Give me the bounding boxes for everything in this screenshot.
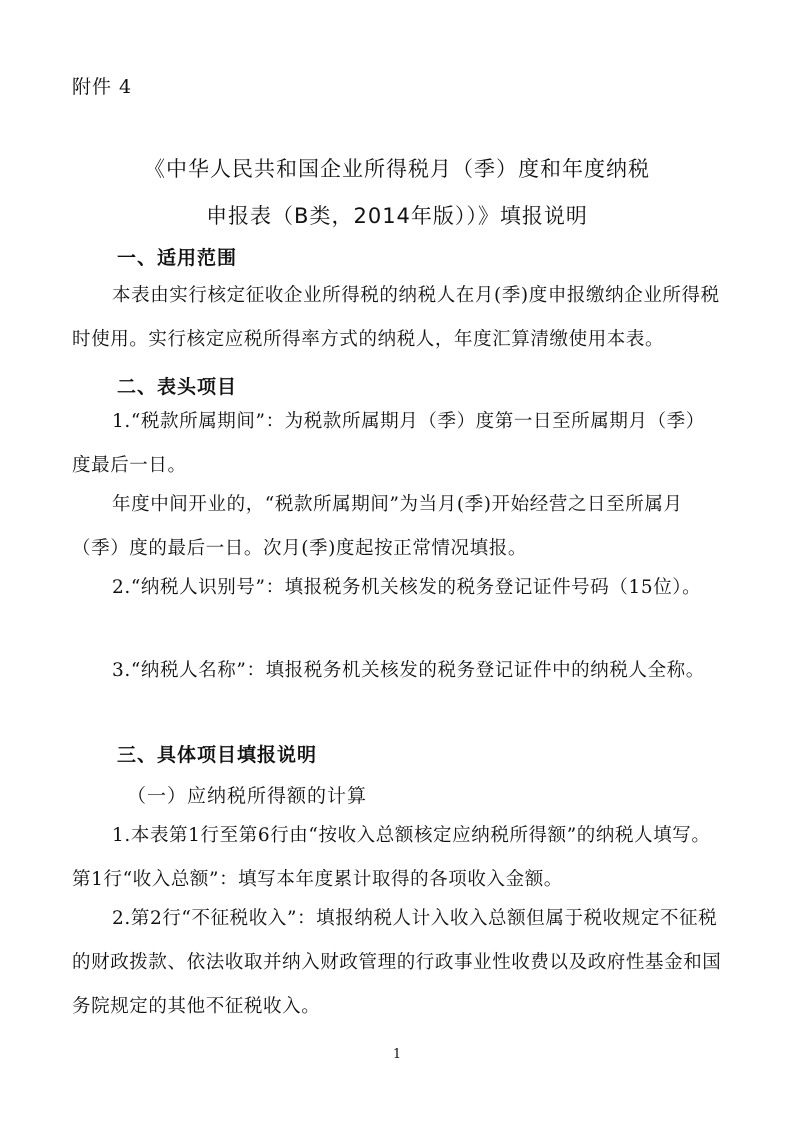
paragraph-applicable-scope: 本表由实行核定征收企业所得税的纳税人在月(季)度申报缴纳企业所得税时使用。实行核定应税所得率方式的纳税人，年度汇算清缴使用本表。 [72,285,720,350]
paragraph-mid-year-opening: 年度中间开业的，“税款所属期间”为当月(季)开始经营之日至所属月（季）度的最后一日。次月(季)度起按正常情况填报。 [72,494,683,559]
section-heading-applicable-scope: 一、适用范围 [117,247,238,269]
paragraph-taxpayer-name: 3.“纳税人名称”：填报税务机关核发的税务登记证件中的纳税人全称。 [112,660,705,681]
section-heading-specific-items: 三、具体项目填报说明 [117,744,318,766]
paragraph-row-2-non-taxable: 2.第2行“不征税收入”：填报纳税人计入收入总额但属于税收规定不征税的财政拨款、依法收取并纳入财政管理的行政事业性收费以及政府性基金和国务院规定的其他不征税收入。 [72,908,722,1017]
paragraph-taxpayer-id: 2.“纳税人识别号”：填报税务机关核发的税务登记证件号码（15位）。 [112,577,702,598]
page-number: 1 [392,1047,402,1062]
paragraph-tax-period: 1.“税款所属期间”：为税款所属期月（季）度第一日至所属期月（季）度最后一日。 [72,411,705,476]
subsection-heading-taxable-income: （一）应纳税所得额的计算 [127,785,368,807]
section-heading-header-items: 二、表头项目 [117,376,238,398]
paragraph-rows-1-to-6: 1.本表第1行至第6行由“按收入总额核定应纳税所得额”的纳税人填写。第1行“收入总额”：填写本年度累计取得的各项收入金额。 [72,825,711,890]
attachment-label: 附件 4 [72,76,133,98]
document-title-line-2: 申报表（B类，2014年版））》填报说明 [206,204,588,228]
document-title-line-1: 《中华人民共和国企业所得税月（季）度和年度纳税 [144,157,650,181]
